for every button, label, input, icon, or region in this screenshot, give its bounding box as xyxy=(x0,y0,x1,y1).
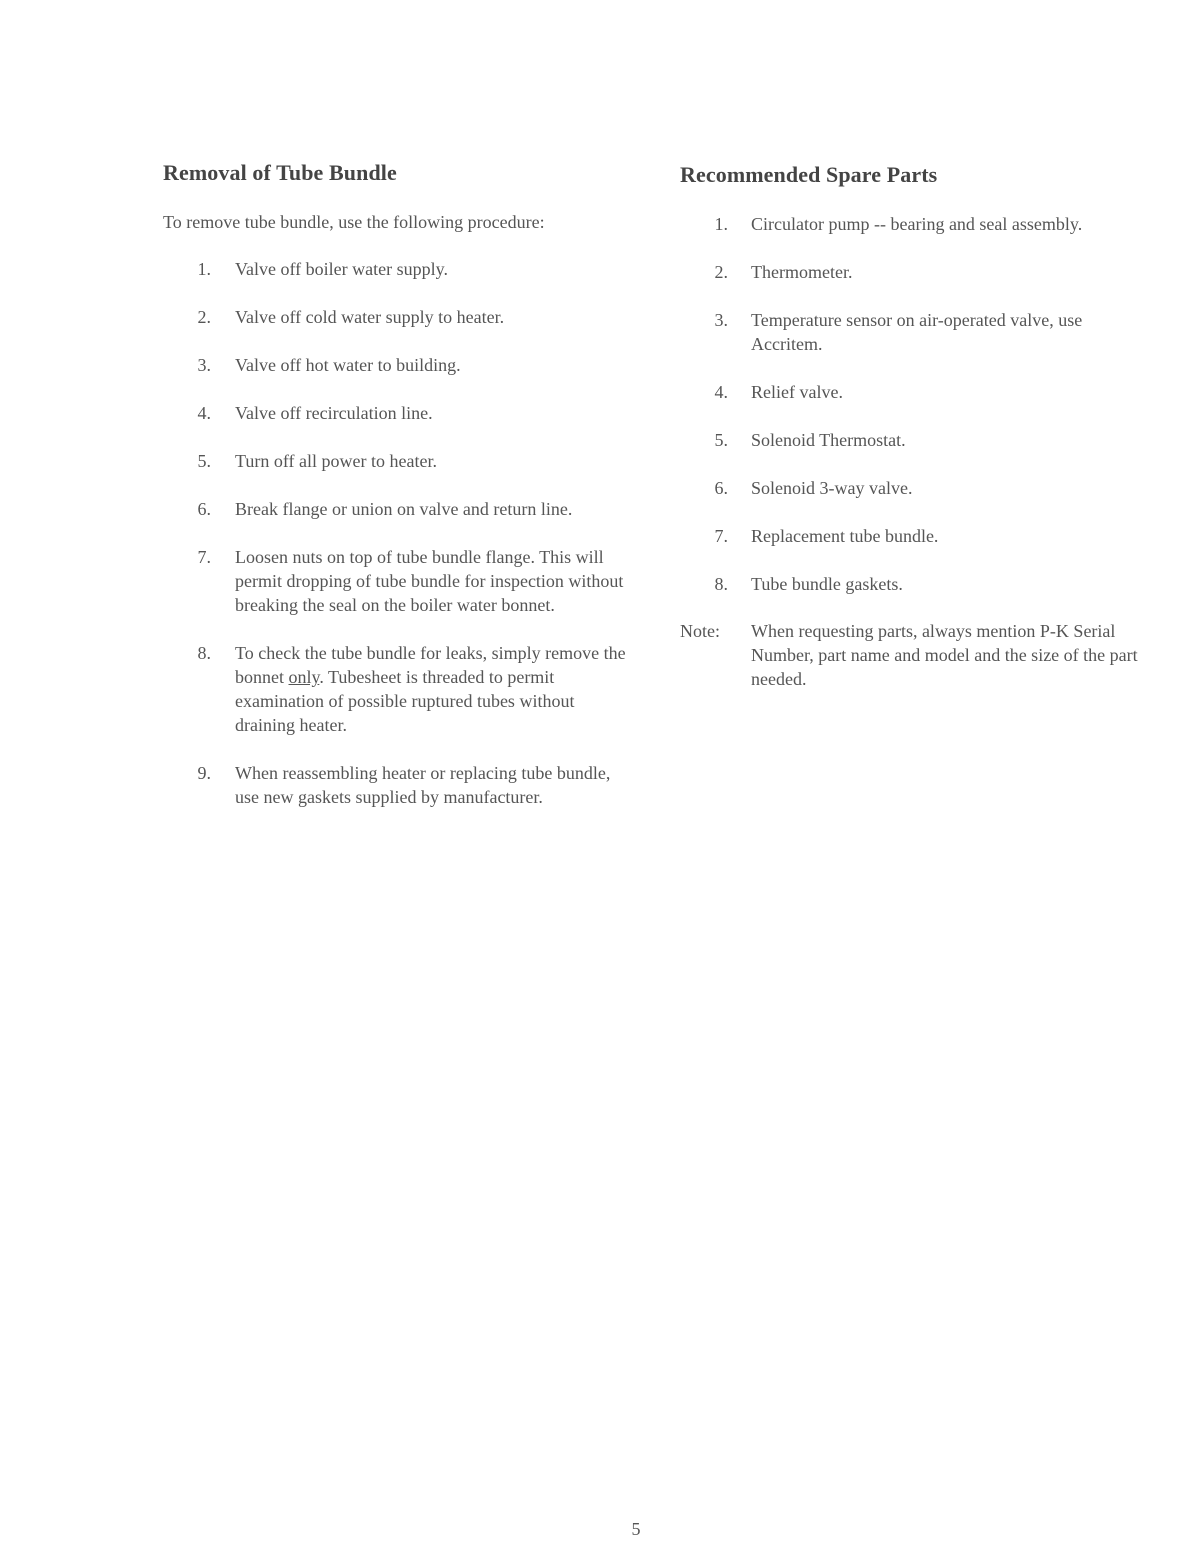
item-text: Turn off all power to heater. xyxy=(235,451,437,471)
list-item xyxy=(163,761,633,809)
removal-section xyxy=(163,158,633,833)
item-text: Temperature sensor on air-operated valve, use Accritem. xyxy=(751,310,1083,354)
item-text: Replacement tube bundle. xyxy=(751,526,939,546)
item-text: When reassembling heater or replacing tube bundle, use new gaskets supplied by manufacturer. xyxy=(235,763,611,807)
item-text: Circulator pump -- bearing and seal assembly. xyxy=(751,214,1083,234)
item-text-part: . Tubesheet is threaded to permit examination of possible ruptured tubes without draining heater. xyxy=(235,667,575,735)
item-number: 6. xyxy=(197,499,211,519)
item-number: 8. xyxy=(197,643,211,663)
item-text xyxy=(235,643,626,735)
list-item xyxy=(680,428,1140,452)
list-item xyxy=(680,212,1140,236)
removal-steps-list xyxy=(163,257,633,809)
list-item xyxy=(163,545,633,617)
list-item xyxy=(680,524,1140,548)
item-number: 7. xyxy=(714,526,728,546)
list-item xyxy=(163,353,633,377)
list-item xyxy=(163,497,633,521)
spare-parts-list xyxy=(680,212,1140,596)
page-number: 5 xyxy=(631,1519,641,1539)
item-text: Thermometer. xyxy=(751,262,853,282)
item-number: 1. xyxy=(714,214,728,234)
item-number: 6. xyxy=(714,478,728,498)
item-text: Valve off recirculation line. xyxy=(235,403,433,423)
item-text: Loosen nuts on top of tube bundle flange. This will permit dropping of tube bundle for inspection without breaking the seal on the boiler water bonnet. xyxy=(235,547,624,615)
item-number: 2. xyxy=(197,307,211,327)
item-number: 4. xyxy=(714,382,728,402)
list-item xyxy=(163,305,633,329)
item-text: Tube bundle gaskets. xyxy=(751,574,903,594)
spare-parts-heading: Recommended Spare Parts xyxy=(680,162,938,187)
list-item xyxy=(163,449,633,473)
list-item xyxy=(680,308,1140,356)
underlined-word: only xyxy=(288,667,320,687)
removal-heading: Removal of Tube Bundle xyxy=(163,160,397,185)
item-text: Relief valve. xyxy=(751,382,843,402)
item-number: 5. xyxy=(197,451,211,471)
item-text: Valve off cold water supply to heater. xyxy=(235,307,505,327)
item-text: Valve off hot water to building. xyxy=(235,355,461,375)
list-item xyxy=(680,476,1140,500)
item-text: Break flange or union on valve and return line. xyxy=(235,499,573,519)
list-item xyxy=(163,641,633,737)
item-number: 9. xyxy=(197,763,211,783)
spare-parts-section xyxy=(680,158,1140,691)
item-text: Solenoid 3-way valve. xyxy=(751,478,913,498)
item-text-part: To check the tube bundle for leaks, simply remove the bonnet xyxy=(235,643,626,687)
parts-note xyxy=(680,619,1140,691)
item-number: 1. xyxy=(197,259,211,279)
item-text: Solenoid Thermostat. xyxy=(751,430,906,450)
list-item xyxy=(680,572,1140,596)
item-number: 4. xyxy=(197,403,211,423)
list-item xyxy=(680,380,1140,404)
item-number: 8. xyxy=(714,574,728,594)
removal-intro: To remove tube bundle, use the following procedure: xyxy=(163,212,545,232)
item-number: 2. xyxy=(714,262,728,282)
item-number: 3. xyxy=(714,310,728,330)
note-text: When requesting parts, always mention P-K Serial Number, part name and model and the size of the part needed. xyxy=(751,621,1138,689)
item-text: Valve off boiler water supply. xyxy=(235,259,448,279)
list-item xyxy=(680,260,1140,284)
list-item xyxy=(163,401,633,425)
note-label: Note: xyxy=(680,621,720,641)
item-number: 5. xyxy=(714,430,728,450)
item-number: 7. xyxy=(197,547,211,567)
item-number: 3. xyxy=(197,355,211,375)
list-item xyxy=(163,257,633,281)
